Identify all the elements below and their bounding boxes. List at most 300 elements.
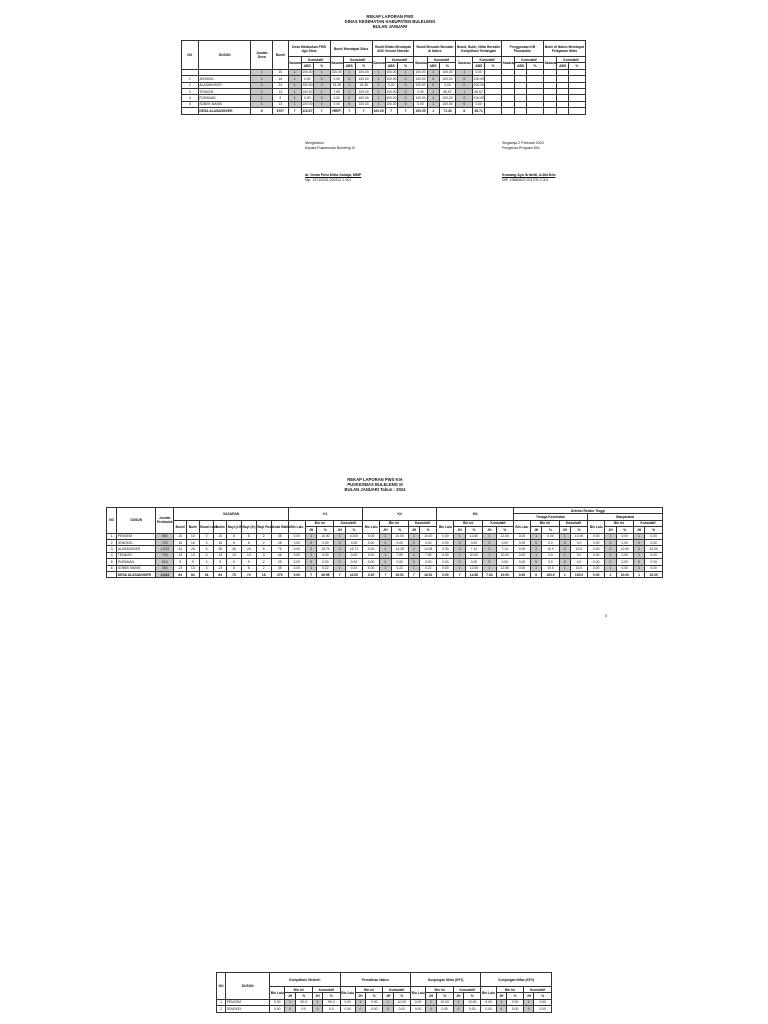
signature-right [502, 141, 622, 183]
col-bln-lalu: Bln Lalu [270, 987, 285, 1000]
col-kumulatif: Kumulatif [408, 520, 437, 526]
row-cell: 10.00 [645, 546, 663, 552]
col-k4: K4 [363, 508, 437, 521]
row-cell: 0.00 [465, 539, 482, 545]
row-cell: 1 [380, 533, 391, 539]
row-cell: 12.50 [465, 533, 482, 539]
row-cell: 100.00 [373, 108, 384, 113]
row-cell: 1 [483, 565, 497, 571]
row-cell: 0.00 [436, 1006, 453, 1012]
col-kumulatif: Kumulatif [473, 57, 502, 63]
row-cell: 15.75 [317, 546, 334, 552]
sig-right-line1: Singaraja 2 Pebruari 2024 [502, 141, 544, 145]
row-cell: 0 [427, 76, 439, 82]
row-cell: 0 [408, 559, 419, 565]
row-cell: 1 [397, 69, 414, 75]
row-sasaran-cell: 8 [241, 539, 256, 545]
row-bumil: 16 [273, 76, 289, 82]
row-cell: 0.00 [363, 539, 380, 545]
row-cell: 1 [372, 82, 385, 88]
row-sasaran-cell: 78 [227, 571, 242, 577]
row-sasaran-cell: 46 [271, 552, 288, 558]
col-kn: KN [437, 508, 514, 521]
row-sasaran-cell: 84 [174, 571, 187, 577]
row-cell: 0 [453, 1006, 463, 1012]
row-cell: 0.00 [464, 1006, 481, 1012]
row-cell: 20.00 [496, 552, 513, 558]
row-sasaran-cell: 13 [174, 552, 187, 558]
row-cell: 7 [288, 108, 301, 114]
row-cell: 0.00 [363, 571, 380, 577]
row-cell: 100.00 [415, 70, 426, 75]
row-cell: 100.00 [473, 76, 484, 81]
row-cell: 7 [305, 571, 316, 577]
row-penduduk: 4,044 [156, 571, 174, 577]
row-sasaran-cell: 13 [174, 565, 187, 571]
row-sasaran-cell: 5 [256, 546, 271, 552]
row-cell: 7.69 [420, 552, 437, 558]
row-cell: 2 [633, 546, 644, 552]
row-cell: 0.00 [363, 552, 380, 558]
row-no: 2 [107, 539, 117, 545]
col-no: NO [217, 973, 226, 1000]
row-cell: 1 [305, 565, 316, 571]
col-kumulatif: Kumulatif [524, 987, 552, 993]
sig-left-line1: Mengetahui [305, 141, 324, 145]
row-cell: 1 [305, 533, 316, 539]
row-cell: 0.0 [542, 552, 559, 558]
row-cell: 0.00 [345, 552, 362, 558]
row-cell: 0 [454, 539, 465, 545]
row-cell: 0.00 [363, 565, 380, 571]
row-cell: 0.00 [414, 88, 427, 94]
row-cell: 0.00 [317, 552, 334, 558]
row-cell: 0 [334, 539, 345, 545]
row-cell: 2 [305, 546, 316, 552]
row-cell: 0.00 [385, 82, 397, 88]
row-cell: 7.69 [330, 88, 343, 94]
row-cell: 0 [313, 76, 330, 82]
row-cell: 100.00 [439, 76, 456, 82]
row-sasaran-cell: 3 [256, 552, 271, 558]
page-number: 0 [605, 613, 608, 618]
col-kumulatif: Kumulatif [633, 520, 662, 526]
report1-title-line: DINAS KESEHATAN KABUPATEN BULELENG [344, 19, 436, 25]
row-cell: 0.00 [270, 999, 285, 1005]
row-cell: 0.00 [288, 546, 305, 552]
row-cell: 0 [454, 559, 465, 565]
row-no: 1 [217, 999, 226, 1005]
col-sasaran: SASARAN [174, 508, 288, 521]
row-cell: 0 [383, 1006, 393, 1012]
row-cell: 50.0 [323, 999, 340, 1005]
row-cell: 10.0 [570, 565, 587, 571]
row-cell: 0 [531, 559, 542, 565]
row-cell: 1 [483, 533, 497, 539]
row-cell: 2 [380, 546, 391, 552]
row-sasaran-cell: 10 [214, 533, 227, 539]
col-kumulatif: Kumulatif [385, 57, 414, 63]
row-sasaran-cell: 16 [187, 539, 200, 545]
row-dusun: TENAON [198, 88, 251, 94]
row-cell: 0 [633, 559, 644, 565]
col-pct: % [317, 527, 334, 533]
row-cell: 0.00 [437, 559, 454, 565]
col-sasaran: Sasaran [414, 57, 427, 70]
row-cell: 0.22 [317, 565, 334, 571]
row-cell: 0.00 [645, 539, 663, 545]
row-cell: 0.00 [301, 76, 313, 82]
row-cell: 14.58 [465, 571, 482, 577]
row-sasaran-cell: 84 [214, 571, 227, 577]
row-sasaran-cell: 84 [187, 571, 200, 577]
row-cell: 0.00 [288, 565, 305, 571]
row-cell: 0.00 [363, 533, 380, 539]
row-cell: 116.67 [302, 108, 313, 113]
report1-title-line: BULAN JANUARI [372, 24, 408, 30]
row-no: 3 [107, 546, 117, 552]
row-cell: 0.00 [616, 533, 633, 539]
row-cell: 14.28 [420, 546, 437, 552]
row-cell: 0.00 [439, 82, 456, 88]
col-abs: ABS [515, 63, 527, 69]
row-cell: 0.00 [363, 546, 380, 552]
row-cell: 10.00 [464, 999, 481, 1005]
group-header: Kunjungan Nifas (KF3) [481, 973, 552, 987]
row-cell: 100.00 [473, 83, 484, 88]
row-sasaran-cell: 3 [199, 539, 214, 545]
sig-left-name: dr. Dewa Putu Mirta Sukaja, MMP [305, 173, 362, 177]
row-cell: 1 [427, 95, 439, 101]
row-cell: 100.00 [355, 101, 372, 107]
row-cell: 0 [605, 539, 616, 545]
col-k1: K1 [288, 508, 362, 521]
col-dusun: DUSUN [226, 973, 270, 1000]
row-cell: 10.00 [345, 533, 362, 539]
group-header: Persalinan Nakes [340, 973, 410, 987]
row-cell: 100.00 [302, 83, 313, 88]
col-bln-lalu: Bln Lalu [411, 987, 426, 1000]
row-cell: 66.67 [439, 88, 456, 94]
group-header: Kunjungan Nifas (KF1) [411, 973, 481, 987]
col-dusun: DUSUN [117, 508, 156, 534]
row-cell: 1 [559, 552, 570, 558]
row-cell: 1 [427, 101, 439, 107]
col-kumulatif: Kumulatif [427, 57, 456, 63]
row-sasaran-cell: 26 [241, 546, 256, 552]
col-pct: % [570, 527, 587, 533]
row-cell: 0.00 [366, 999, 383, 1005]
row-cell: 0.00 [437, 565, 454, 571]
row-cell: 1 [383, 999, 393, 1005]
row-cell: 100.00 [302, 89, 313, 94]
row-cell: 12.50 [496, 533, 513, 539]
row-cell: 0.00 [345, 539, 362, 545]
col-jh: JH [454, 527, 465, 533]
row-cell: 1 [531, 533, 542, 539]
col-pct: % [569, 63, 586, 69]
row-sasaran-cell: 9 [241, 559, 256, 565]
sig-right-nip: NIP. 19860829 201705 2 001 [502, 178, 549, 182]
col-abs: ABS [427, 63, 439, 69]
row-cell: 0.00 [437, 539, 454, 545]
table-row [107, 571, 663, 577]
group-header: Bumil Bidan Mendapat ANC Sesuai Standar [372, 41, 414, 57]
row-cell: 0 [380, 559, 391, 565]
row-cell: 0.00 [437, 533, 454, 539]
row-cell: 85.71 [474, 108, 483, 113]
row-cell: 0.22 [391, 565, 408, 571]
col-jh: JH [383, 993, 393, 999]
col-sasaran: Sasaran [501, 57, 514, 70]
row-cell: 1 [334, 565, 345, 571]
col-pct: % [465, 527, 482, 533]
row-sasaran-cell: 2 [256, 559, 271, 565]
row-cell-empty [485, 108, 502, 114]
row-cell: 0.00 [616, 565, 633, 571]
row-sasaran-cell: 18 [256, 571, 271, 577]
col-bln-ini: Bln ini [380, 520, 409, 526]
row-cell: 0 [343, 76, 355, 82]
row-sasaran-cell: 2 [199, 533, 214, 539]
report2-title-line: PUSKESMAS BULELENG III [347, 482, 403, 488]
col-kumulatif: Kumulatif [301, 57, 330, 63]
col-kumulatif: Kumulatif [557, 57, 586, 63]
col-jh: JH [334, 527, 345, 533]
row-sasaran-cell: 18 [199, 571, 214, 577]
col-sasaran-sub: Bayi (lh) [241, 520, 256, 533]
row-cell: 10.00 [616, 571, 633, 577]
row-desa: 6 [251, 108, 273, 114]
col-pct: % [496, 527, 513, 533]
row-cell: 100.00 [415, 76, 426, 81]
col-pct: % [464, 993, 481, 999]
row-cell: 0.00 [288, 533, 305, 539]
row-no: 2 [217, 1006, 226, 1012]
report2-table [106, 507, 663, 578]
row-cell: 0.00 [366, 1006, 383, 1012]
row-sasaran-cell: 2 [199, 559, 214, 565]
row-cell: 0.00 [534, 1006, 552, 1012]
row-cell: 100.0 [570, 571, 587, 577]
row-cell: 10.00 [345, 571, 362, 577]
row-cell: 1 [288, 69, 301, 75]
row-cell: 0.00 [513, 565, 530, 571]
row-cell: 0 [397, 95, 414, 101]
row-cell: 0.00 [340, 1006, 355, 1012]
row-cell: 16.51 [391, 571, 408, 577]
row-cell: 0.0 [323, 1006, 340, 1012]
row-cell: 7 [355, 108, 372, 114]
row-cell: 7.69 [391, 552, 408, 558]
row-cell: 1 [288, 101, 301, 107]
row-cell: 100.00 [386, 70, 397, 75]
row-cell: 2 [408, 546, 419, 552]
col-jh: JH [496, 993, 506, 999]
row-cell: 0.00 [288, 552, 305, 558]
row-sasaran-cell: 275 [271, 571, 288, 577]
row-cell: 1 [427, 88, 439, 94]
row-cell: 0.22 [420, 565, 437, 571]
row-sasaran-cell: 3 [199, 552, 214, 558]
report1-title [300, 14, 480, 30]
col-abs: ABS [473, 63, 485, 69]
col-sasaran-sub: Bayi Resti [256, 520, 271, 533]
row-dusun: SOBEK MANIS [198, 101, 251, 107]
row-cell: 6 [456, 108, 473, 114]
col-pct: % [506, 993, 523, 999]
row-cell: 71.43 [439, 108, 456, 114]
row-cell: 0.0 [542, 539, 559, 545]
row-cell: 1 [288, 95, 301, 101]
col-sasaran-sub: Bumil [174, 520, 187, 533]
row-cell: 0.00 [496, 539, 513, 545]
row-sasaran-cell: 13 [214, 552, 227, 558]
row-cell: 50.0 [295, 999, 312, 1005]
row-cell: 1 [372, 69, 385, 75]
report2-title-line: REKAP LAPORAN PWS KIA [347, 477, 403, 482]
row-cell: 0.00 [317, 559, 334, 565]
row-cell: 1 [380, 552, 391, 558]
col-sasaran: Sasaran [543, 57, 556, 70]
group-header: Komplikasi Obstetri [270, 973, 340, 987]
col-bln-ini: Bln ini [355, 987, 383, 993]
row-sasaran-cell: 9 [174, 559, 187, 565]
row-cell: 7 [343, 108, 355, 114]
row-cell: 0.00 [345, 559, 362, 565]
report1-table [181, 40, 586, 115]
row-cell: 0.00 [288, 539, 305, 545]
row-cell-empty [543, 108, 556, 114]
row-cell: 1 [288, 76, 301, 82]
col-jh: JH [524, 993, 534, 999]
row-cell: 100.00 [415, 96, 426, 101]
col-pct: % [397, 63, 414, 69]
row-no: 4 [182, 95, 199, 101]
row-cell: 0 [313, 95, 330, 101]
row-no: 1 [107, 533, 117, 539]
row-cell: 7 [408, 571, 419, 577]
row-cell-empty [515, 108, 527, 114]
group-header: Penggunaan KB Pascasalin [501, 41, 543, 57]
row-cell: 0 [397, 101, 414, 107]
row-cell: 100.00 [439, 95, 456, 101]
col-pct: % [391, 527, 408, 533]
row-cell: 2 [313, 82, 330, 88]
col-pct: % [645, 527, 663, 533]
row-cell: 0.00 [288, 571, 305, 577]
row-cell: 7 [454, 571, 465, 577]
row-no: 5 [182, 101, 199, 107]
row-cell: 0.00 [437, 552, 454, 558]
row-cell: 0.00 [513, 539, 530, 545]
col-bln-ini: Bln ini [305, 520, 334, 526]
row-cell: 0.00 [645, 552, 663, 558]
col-bln-lalu: Bln Lalu [437, 520, 454, 533]
col-pct: % [366, 993, 383, 999]
row-cell: 10.00 [570, 533, 587, 539]
row-cell: 0.00 [330, 101, 343, 107]
report3-table [216, 972, 552, 1013]
row-cell: 0 [456, 95, 473, 101]
row-cell: 1 [453, 999, 463, 1005]
col-bln-lalu: Bln Lalu [588, 520, 605, 533]
row-cell: 1 [605, 571, 616, 577]
row-no: 1 [182, 76, 199, 82]
row-cell: 100.00 [386, 102, 397, 107]
row-cell: 100.00 [386, 89, 397, 94]
row-cell: 1 [408, 533, 419, 539]
row-dusun: JENGKEL [198, 76, 251, 82]
col-bln-ini: Bln ini [454, 520, 483, 526]
row-cell: 0 [312, 1006, 322, 1012]
row-cell: 10.00 [391, 533, 408, 539]
col-pct: % [527, 63, 544, 69]
sig-right-line2: Pengelola Program KIA [502, 146, 540, 150]
col-sasaran-sub: Bayi (LH) [227, 520, 242, 533]
row-sasaran-cell: 5 [199, 546, 214, 552]
col-masyarakat: Masyarakat [588, 514, 663, 520]
row-cell: 400.00 [386, 96, 397, 101]
row-cell: 0.00 [288, 559, 305, 565]
report2-title-line: BULAN JANUARI Tahun : 2024 [344, 487, 406, 493]
row-cell: 1 [313, 88, 330, 94]
report1-title-line: REKAP LAPORAN PWS [366, 14, 414, 19]
group-header: Bumil, Bulin, Nifas Bersalin Komplikasi Tertangani [456, 41, 502, 57]
row-cell: 0 [427, 82, 439, 88]
row-cell: 10.00 [420, 533, 437, 539]
row-sasaran-cell: 13 [241, 552, 256, 558]
row-cell: 1 [334, 552, 345, 558]
row-dusun: PENDEM [226, 999, 270, 1005]
col-sasaran: Sasaran [288, 57, 301, 70]
row-cell: 1 [427, 69, 439, 75]
row-cell: 0.00 [513, 571, 530, 577]
group-header: Bumil Mendapat Situs [330, 41, 372, 57]
row-sasaran-cell: 2 [256, 565, 271, 571]
row-cell: 1 [408, 565, 419, 571]
row-cell: 0 [343, 95, 355, 101]
col-sasaran: Sasaran [330, 57, 343, 70]
row-cell: 7 [385, 108, 397, 114]
row-no [182, 108, 199, 114]
row-cell: 10.00 [436, 999, 453, 1005]
col-deteksi: Deteksi Resiko Tinggi [513, 508, 662, 514]
row-penduduk: 740 [156, 552, 174, 558]
row-cell: 0.00 [473, 101, 485, 107]
row-cell: 0 [397, 82, 414, 88]
col-sasaran: Sasaran [372, 57, 385, 70]
row-cell: 0.00 [317, 539, 334, 545]
row-cell: 0 [397, 76, 414, 82]
row-cell: 0.0 [570, 552, 587, 558]
row-cell: 2 [483, 546, 497, 552]
col-pct: % [439, 63, 456, 69]
row-cell: 0.00 [534, 999, 552, 1005]
row-cell: 1 [559, 533, 570, 539]
row-cell: 0 [456, 76, 473, 82]
row-cell: 0 [380, 539, 391, 545]
row-sasaran-cell: 25 [271, 559, 288, 565]
row-cell: 1 [633, 565, 644, 571]
row-sasaran-cell: 8 [241, 533, 256, 539]
row-cell: 1 [454, 533, 465, 539]
row-cell: 0.00 [437, 571, 454, 577]
row-sasaran-cell: 16 [214, 539, 227, 545]
row-cell: 100.00 [355, 76, 372, 82]
row-cell: 12.50 [465, 565, 482, 571]
row-cell: 100.00 [473, 96, 484, 101]
